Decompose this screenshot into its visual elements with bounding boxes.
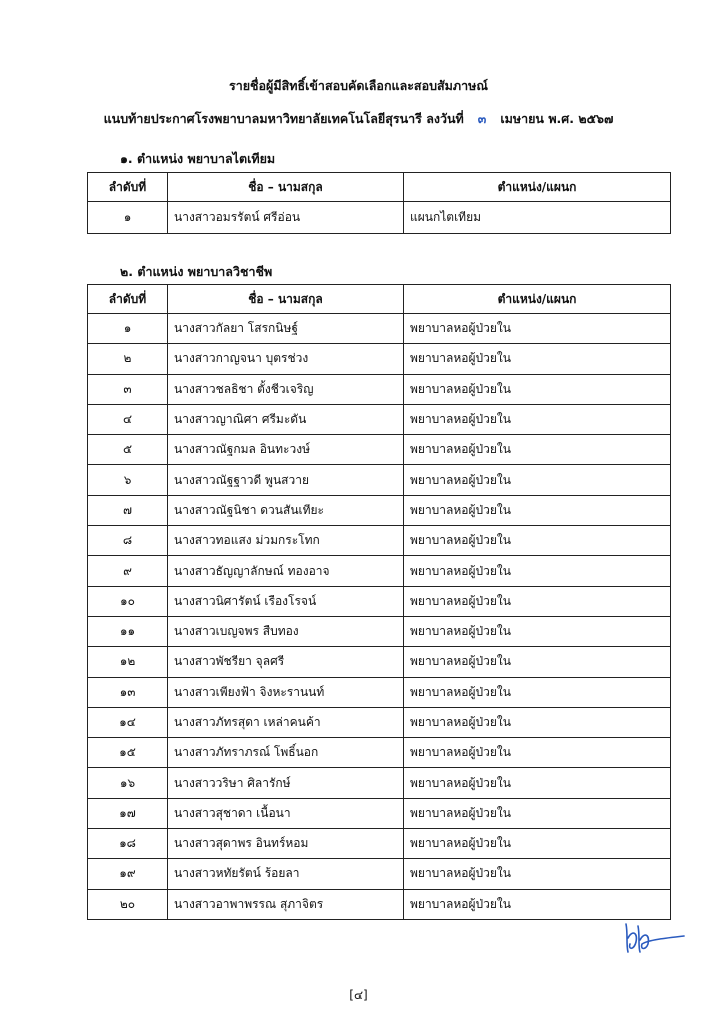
cell-name: นางสาวภัทรสุดา เหล่าคนค้า: [168, 707, 404, 737]
table-row: [88, 889, 671, 919]
table-row: [88, 314, 671, 344]
cell-order: ๑๘: [88, 829, 168, 859]
col-position-header: ตำแหน่ง/แผนก: [404, 285, 671, 314]
cell-name: นางสาวสุดาพร อินทร์หอม: [168, 829, 404, 859]
signature-mark: [618, 918, 688, 958]
cell-position: พยาบาลหอผู้ป่วยใน: [404, 374, 671, 404]
cell-name: นางสาวณัฐกมล อินทะวงษ์: [168, 435, 404, 465]
cell-position: พยาบาลหอผู้ป่วยใน: [404, 859, 671, 889]
cell-order: ๑๖: [88, 768, 168, 798]
cell-position: พยาบาลหอผู้ป่วยใน: [404, 616, 671, 646]
cell-name: นางสาวหทัยรัตน์ ร้อยลา: [168, 859, 404, 889]
cell-order: ๑: [88, 314, 168, 344]
subtitle-prefix: แนบท้ายประกาศโรงพยาบาลมหาวิทยาลัยเทคโนโลยีสุรนารี ลงวันที่: [103, 111, 464, 126]
page-number: [๔]: [349, 988, 368, 1002]
table-row: [88, 556, 671, 586]
table-header-row: [88, 285, 671, 314]
cell-order: ๑๗: [88, 798, 168, 828]
cell-position: พยาบาลหอผู้ป่วยใน: [404, 344, 671, 374]
section2-heading: ๒. ตำแหน่ง พยาบาลวิชาชีพ: [120, 264, 273, 279]
table-row: [88, 526, 671, 556]
table-row: [88, 829, 671, 859]
section1-table: [87, 172, 671, 234]
cell-order: ๗: [88, 495, 168, 525]
cell-position: พยาบาลหอผู้ป่วยใน: [404, 526, 671, 556]
table-row: [88, 202, 671, 234]
cell-order: ๑๐: [88, 586, 168, 616]
table-row: [88, 707, 671, 737]
cell-order: ๑๕: [88, 738, 168, 768]
cell-name: นางสาวณัฐนิชา ดวนสันเทียะ: [168, 495, 404, 525]
table-row: [88, 798, 671, 828]
cell-position: พยาบาลหอผู้ป่วยใน: [404, 889, 671, 919]
cell-order: ๑๔: [88, 707, 168, 737]
col-name-header: ชื่อ – นามสกุล: [168, 173, 404, 202]
cell-position: พยาบาลหอผู้ป่วยใน: [404, 465, 671, 495]
cell-position: พยาบาลหอผู้ป่วยใน: [404, 707, 671, 737]
cell-position: แผนกไตเทียม: [404, 202, 671, 234]
table-row: [88, 768, 671, 798]
cell-name: นางสาวณัฐฐาวดี พูนสวาย: [168, 465, 404, 495]
table-row: [88, 374, 671, 404]
cell-order: ๙: [88, 556, 168, 586]
cell-order: ๒: [88, 344, 168, 374]
cell-position: พยาบาลหอผู้ป่วยใน: [404, 647, 671, 677]
table-row: [88, 738, 671, 768]
cell-name: นางสาวพัชรียา จุลศรี: [168, 647, 404, 677]
cell-position: พยาบาลหอผู้ป่วยใน: [404, 768, 671, 798]
cell-name: นางสาวเพียงฟ้า จิงหะรานนท์: [168, 677, 404, 707]
table-row: [88, 495, 671, 525]
table-row: [88, 344, 671, 374]
cell-name: นางสาวภัทราภรณ์ โพธิ์นอก: [168, 738, 404, 768]
table-row: [88, 435, 671, 465]
cell-name: นางสาวชลธิชา ตั้งชีวเจริญ: [168, 374, 404, 404]
table-row: [88, 404, 671, 434]
cell-position: พยาบาลหอผู้ป่วยใน: [404, 829, 671, 859]
cell-position: พยาบาลหอผู้ป่วยใน: [404, 738, 671, 768]
subtitle-suffix: เมษายน พ.ศ. ๒๕๖๗: [500, 111, 614, 126]
cell-name: นางสาวกัลยา โสรกนิษฐ์: [168, 314, 404, 344]
col-order-header: ลำดับที่: [88, 173, 168, 202]
table-row: [88, 586, 671, 616]
cell-position: พยาบาลหอผู้ป่วยใน: [404, 435, 671, 465]
col-position-header: ตำแหน่ง/แผนก: [404, 173, 671, 202]
section2-table: [87, 284, 671, 920]
cell-position: พยาบาลหอผู้ป่วยใน: [404, 586, 671, 616]
document-title: รายชื่อผู้มีสิทธิ์เข้าสอบคัดเลือกและสอบสัมภาษณ์: [229, 78, 488, 93]
cell-order: ๑: [88, 202, 168, 234]
table-row: [88, 677, 671, 707]
col-name-header: ชื่อ – นามสกุล: [168, 285, 404, 314]
table-row: [88, 647, 671, 677]
cell-order: ๕: [88, 435, 168, 465]
cell-name: นางสาวนิศารัตน์ เรืองโรจน์: [168, 586, 404, 616]
cell-order: ๘: [88, 526, 168, 556]
cell-name: นางสาวอาพาพรรณ สุภาจิตร: [168, 889, 404, 919]
cell-name: นางสาวญาณิศา ศรีมะดัน: [168, 404, 404, 434]
cell-name: นางสาวอมรรัตน์ ศรีอ่อน: [168, 202, 404, 234]
cell-name: นางสาววริษา ศิลารักษ์: [168, 768, 404, 798]
cell-position: พยาบาลหอผู้ป่วยใน: [404, 677, 671, 707]
table-row: [88, 859, 671, 889]
subtitle-day: ๓: [477, 111, 487, 126]
cell-position: พยาบาลหอผู้ป่วยใน: [404, 798, 671, 828]
cell-name: นางสาวกาญจนา บุตรช่วง: [168, 344, 404, 374]
cell-order: ๑๒: [88, 647, 168, 677]
cell-name: นางสาวสุชาดา เนื้อนา: [168, 798, 404, 828]
cell-order: ๒๐: [88, 889, 168, 919]
cell-name: นางสาวธัญญาลักษณ์ ทองอาจ: [168, 556, 404, 586]
cell-position: พยาบาลหอผู้ป่วยใน: [404, 314, 671, 344]
cell-order: ๑๑: [88, 616, 168, 646]
cell-position: พยาบาลหอผู้ป่วยใน: [404, 556, 671, 586]
cell-order: ๑๙: [88, 859, 168, 889]
cell-name: นางสาวเบญจพร สืบทอง: [168, 616, 404, 646]
section1-heading: ๑. ตำแหน่ง พยาบาลไตเทียม: [120, 151, 276, 166]
cell-order: ๖: [88, 465, 168, 495]
table-row: [88, 616, 671, 646]
cell-position: พยาบาลหอผู้ป่วยใน: [404, 495, 671, 525]
cell-order: ๓: [88, 374, 168, 404]
cell-order: ๑๓: [88, 677, 168, 707]
cell-order: ๔: [88, 404, 168, 434]
table-header-row: [88, 173, 671, 202]
cell-position: พยาบาลหอผู้ป่วยใน: [404, 404, 671, 434]
cell-name: นางสาวทอแสง ม่วมกระโทก: [168, 526, 404, 556]
table-row: [88, 465, 671, 495]
document-subtitle: [0, 109, 717, 129]
col-order-header: ลำดับที่: [88, 285, 168, 314]
